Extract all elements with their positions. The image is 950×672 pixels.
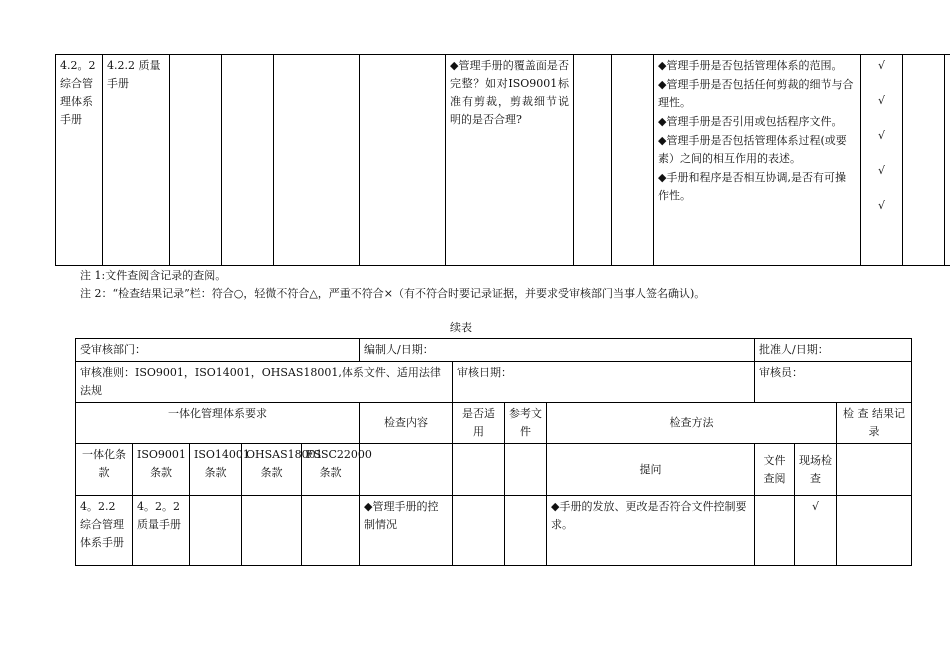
applicable-header: 是否适用: [453, 403, 505, 444]
empty-cell: [453, 496, 505, 566]
check-mark: √: [877, 164, 885, 177]
empty-cell: [574, 55, 612, 266]
audit-table-continued: [75, 338, 912, 566]
check-mark: √: [877, 94, 885, 107]
auditor-cell: 审核员：: [755, 362, 912, 403]
check-method-item: ◆管理手册是否包括任何剪裁的细节与合理性。: [658, 78, 854, 109]
empty-cell: [302, 496, 360, 566]
iso9001-clause-cell: 4.2.2 质量手册: [103, 55, 170, 266]
note-1: 注 1:文件查阅含记录的查阅。: [80, 269, 227, 282]
empty-cell: [837, 496, 912, 566]
check-content-header: 检查内容: [360, 403, 453, 444]
check-mark: √: [877, 199, 885, 212]
question-cell: ◆手册的发放、更改是否符合文件控制要求。: [547, 496, 755, 566]
doc-review-header: 文件查阅: [755, 444, 795, 496]
result-header: 检 查 结果记录: [837, 403, 912, 444]
empty-cell: [612, 55, 654, 266]
check-mark: √: [877, 59, 885, 72]
approver-cell: 批准人/日期：: [755, 339, 912, 362]
empty-cell: [755, 496, 795, 566]
audit-date-cell: 审核日期：: [453, 362, 755, 403]
check-method-item: ◆管理手册是否包括管理体系的范围。: [658, 59, 843, 72]
criteria-cell: 审核准则：ISO9001，ISO14001，OHSAS18001,体系文件、适用法律法规: [76, 362, 453, 403]
check-mark: √: [877, 129, 885, 142]
fssc-header: FSSC22000条款: [302, 444, 360, 496]
empty-cell: [505, 444, 547, 496]
empty-cell: [274, 55, 360, 266]
question-header: 提问: [547, 444, 755, 496]
compiler-cell: 编制人/日期：: [360, 339, 755, 362]
integrated-header: 一体化条款: [76, 444, 133, 496]
check-content-cell: ◆管理手册的控制情况: [360, 496, 453, 566]
reference-header: 参考文件: [505, 403, 547, 444]
empty-cell: [945, 55, 950, 266]
empty-cell: [453, 444, 505, 496]
empty-cell: [170, 55, 222, 266]
iso9001-header: ISO9001条款: [133, 444, 190, 496]
check-method-item: ◆手册和程序是否相互协调,是否有可操作性。: [658, 171, 846, 202]
iso9001-clause-cell: 4。2。2 质量手册: [133, 496, 190, 566]
empty-cell: [242, 496, 302, 566]
requirements-header: 一体化管理体系要求: [76, 403, 360, 444]
site-check-mark: √: [795, 496, 837, 566]
note-2: 注 2：“检查结果记录”栏：符合○，轻微不符合△，严重不符合×（有不符合时要记录证据，并要求受审核部门当事人签名确认)。: [80, 287, 706, 300]
empty-cell: [190, 496, 242, 566]
audited-dept-cell: 受审核部门：: [76, 339, 360, 362]
integrated-clause-cell: 4。2.2 综合管理体系手册: [76, 496, 133, 566]
site-check-header: 现场检查: [795, 444, 837, 496]
check-method-item: ◆管理手册是否包括管理体系过程(或要素）之间的相互作用的表述。: [658, 134, 847, 165]
iso14001-header: ISO14001条款: [190, 444, 242, 496]
check-content-cell: ◆管理手册的覆盖面是否完整？如对ISO9001标准有剪裁，剪裁细节说明的是否合理?: [446, 55, 574, 266]
empty-cell: [505, 496, 547, 566]
integrated-clause-cell: 4.2。2 综合管理体系手册: [56, 55, 103, 266]
empty-cell: [903, 55, 945, 266]
check-methods-cell: [654, 55, 861, 266]
empty-cell: [837, 444, 912, 496]
ohsas-header: OHSAS18001条款: [242, 444, 302, 496]
empty-cell: [222, 55, 274, 266]
continued-title: 续表: [450, 321, 472, 334]
check-marks-cell: [861, 55, 903, 266]
empty-cell: [360, 444, 453, 496]
audit-table-top: [55, 54, 950, 266]
empty-cell: [360, 55, 446, 266]
check-method-item: ◆管理手册是否引用或包括程序文件。: [658, 115, 843, 128]
method-header: 检查方法: [547, 403, 837, 444]
